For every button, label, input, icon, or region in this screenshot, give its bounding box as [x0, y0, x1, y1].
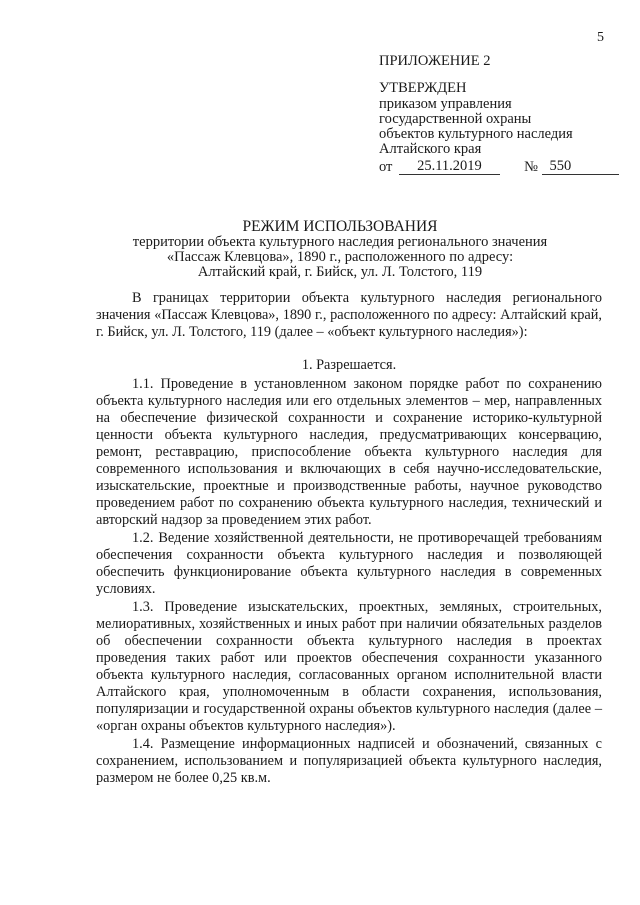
order-date: 25.11.2019 — [399, 159, 500, 175]
approval-block — [379, 54, 619, 175]
issuer-lines — [379, 97, 619, 157]
list-item: 1.2. Ведение хозяйственной деятельности, не противоречащей требованиям обеспечения сохранности объекта культурного наследия и позволяющей обеспечить функционирование объекта культурного наследия в современных условиях. — [96, 530, 602, 597]
document-title — [60, 219, 620, 280]
issuer-line: Алтайского края — [379, 141, 482, 157]
title-line: Алтайский край, г. Бийск, ул. Л. Толстого, 119 — [197, 264, 483, 280]
list-item: 1.3. Проведение изыскательских, проектных, земляных, строительных, мелиоративных, хозяйственных и иных работ при наличии обязательных разделов об обеспечении сохранности объекта культурного наследия в проектах проведения таких работ или проектов обеспечения сохранности указанного объекта культурного наследия, согласованных органом исполнительной власти Алтайского края, уполномоченным в области сохранения, использования, популяризации и государственной охраны объектов культурного наследия (далее – «орган охраны объектов культурного наследия»). — [96, 599, 602, 734]
title-line: «Пассаж Клевцова», 1890 г., расположенного по адресу: — [166, 249, 514, 265]
order-number: 550 — [542, 159, 619, 175]
list-item: 1.4. Размещение информационных надписей и обозначений, связанных с сохранением, использованием и популяризацией объекта культурного наследия, размером не более 0,25 кв.м. — [96, 736, 602, 786]
issuer-line: приказом управления — [379, 96, 512, 112]
list-item: 1.1. Проведение в установленном законом порядке работ по сохранению объекта культурного наследия или его отдельных элементов – мер, направленных на обеспечение физической сохранности и сохранение историко-культурной ценности объекта культурного наследия, предусматривающих консервацию, ремонт, реставрацию, приспособление объекта культурного наследия для современного использования и включающих в себя научно-исследовательские, изыскательские, проектные и производственные работы, научное руководство проведением работ по сохранению объекта культурного наследия, технический и авторский надзор за проведением этих работ. — [96, 376, 602, 528]
section-heading: 1. Разрешается. — [301, 357, 397, 373]
appendix-label: ПРИЛОЖЕНИЕ 2 — [379, 53, 491, 69]
date-prefix: от — [379, 159, 393, 175]
intro-paragraph: В границах территории объекта культурного наследия регионального значения «Пассаж Клевцова», 1890 г., расположенного по адресу: Алтайский край, г. Бийск, ул. Л. Толстого, 119 (далее – «объект культурного наследия»): — [96, 290, 602, 340]
title-main: РЕЖИМ ИСПОЛЬЗОВАНИЯ — [242, 218, 438, 235]
order-details — [379, 159, 619, 175]
issuer-line: государственной охраны — [379, 111, 532, 127]
number-prefix: № — [524, 159, 538, 175]
title-line: территории объекта культурного наследия регионального значения — [132, 234, 548, 250]
page-number: 5 — [597, 30, 604, 45]
approved-label: УТВЕРЖДЕН — [379, 80, 467, 96]
document-body — [96, 290, 602, 788]
issuer-line: объектов культурного наследия — [379, 126, 573, 142]
